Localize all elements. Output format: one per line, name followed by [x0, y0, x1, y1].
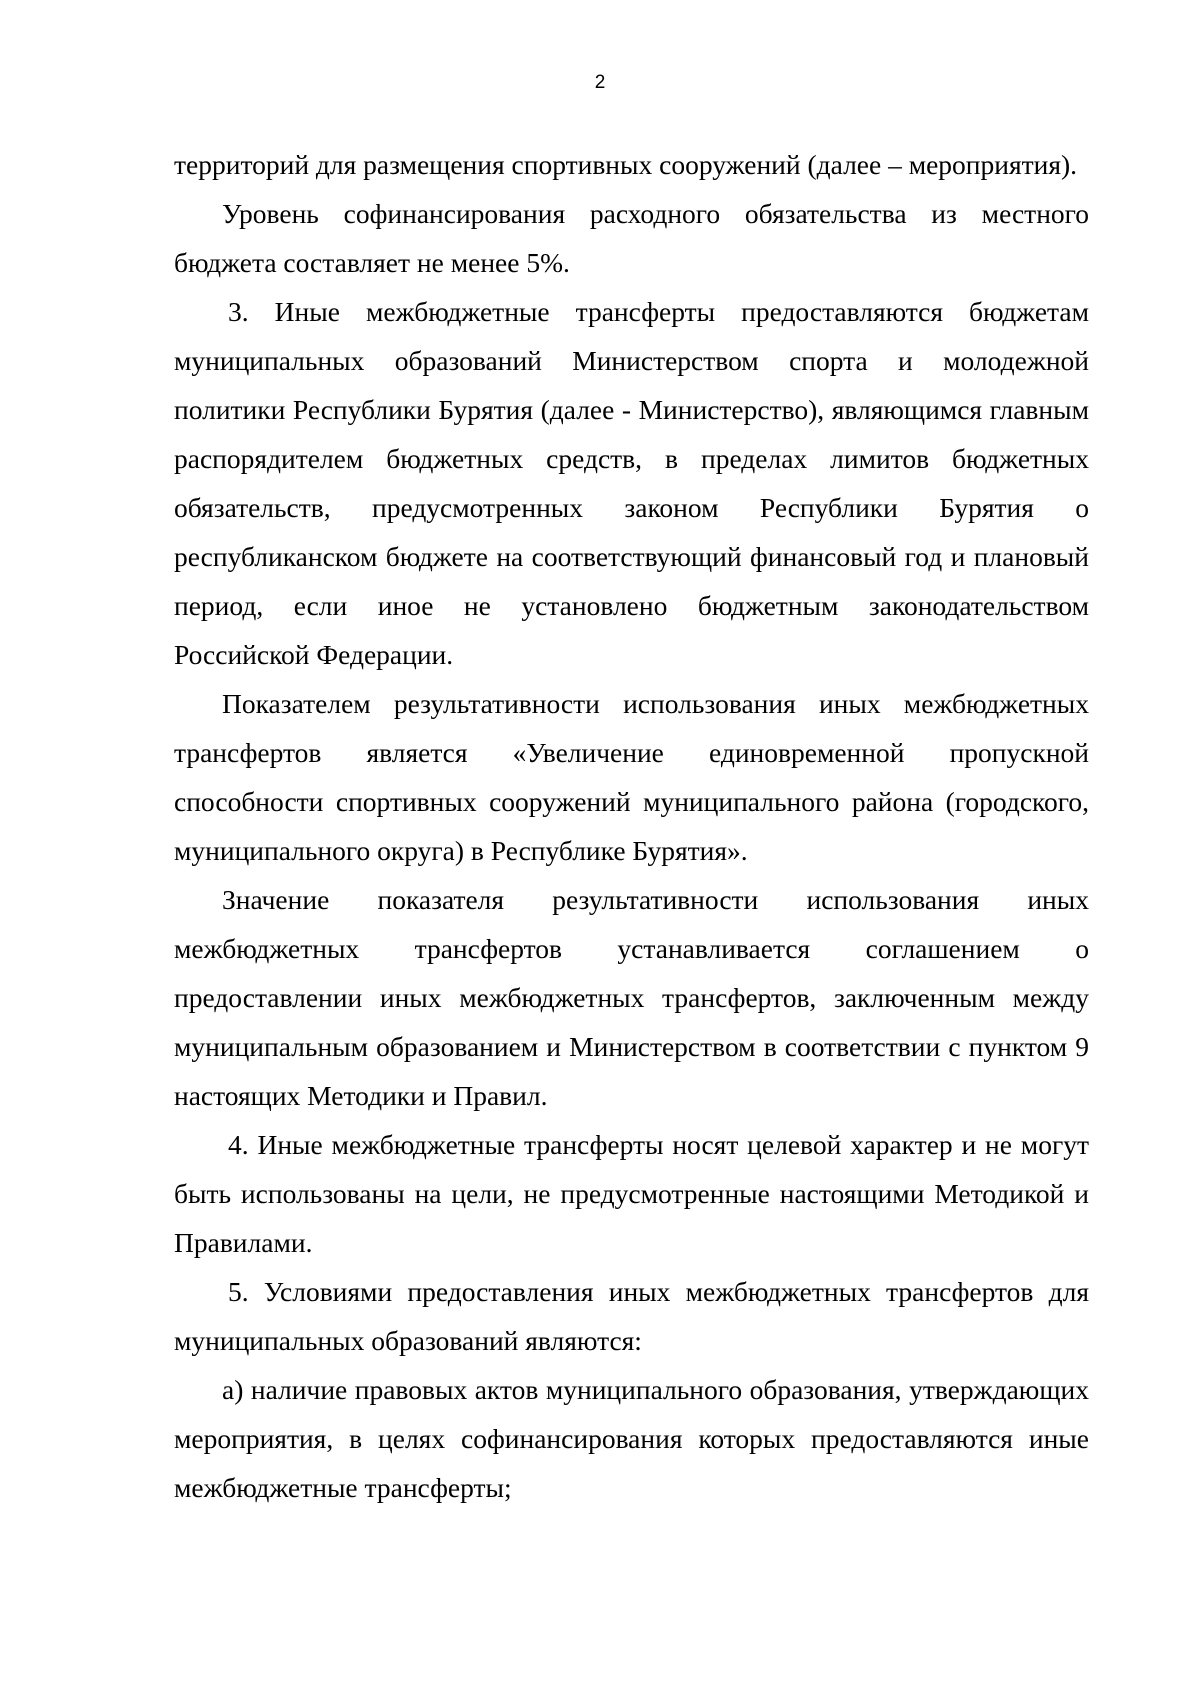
document-body [174, 140, 1089, 1512]
paragraph-item-3: 3. Иные межбюджетные трансферты предоставляются бюджетам муниципальных образований Министерством спорта и молодежной политики Республики Бурятия (далее - Министерство), являющимся главным распорядителем бюджетных средств, в пределах лимитов бюджетных обязательств, предусмотренных законом Республики Бурятия о республиканском бюджете на соответствующий финансовый год и плановый период, если иное не установлено бюджетным законодательством Российской Федерации. [174, 296, 1089, 670]
paragraph-cofinancing-level: Уровень софинансирования расходного обязательства из местного бюджета составляет не менее 5%. [174, 198, 1089, 278]
paragraph-performance-indicator: Показателем результативности использования иных межбюджетных трансфертов является «Увеличение единовременной пропускной способности спортивных сооружений муниципального района (городского, муниципального округа) в Республике Бурятия». [174, 688, 1089, 866]
paragraph-item-4: 4. Иные межбюджетные трансферты носят целевой характер и не могут быть использованы на цели, не предусмотренные настоящими Методикой и Правилами. [174, 1129, 1089, 1258]
paragraph-indicator-value: Значение показателя результативности использования иных межбюджетных трансфертов устанавливается соглашением о предоставлении иных межбюджетных трансфертов, заключенным между муниципальным образованием и Министерством в соответствии с пунктом 9 настоящих Методики и Правил. [174, 884, 1089, 1111]
page-number: 2 [594, 72, 606, 93]
paragraph-item-5: 5. Условиями предоставления иных межбюджетных трансфертов для муниципальных образований являются: [174, 1276, 1089, 1356]
paragraph-subitem-a: а) наличие правовых актов муниципального образования, утверждающих мероприятия, в целях софинансирования которых предоставляются иные межбюджетные трансферты; [174, 1374, 1089, 1503]
paragraph-continuation: территорий для размещения спортивных сооружений (далее – мероприятия). [174, 149, 1078, 180]
